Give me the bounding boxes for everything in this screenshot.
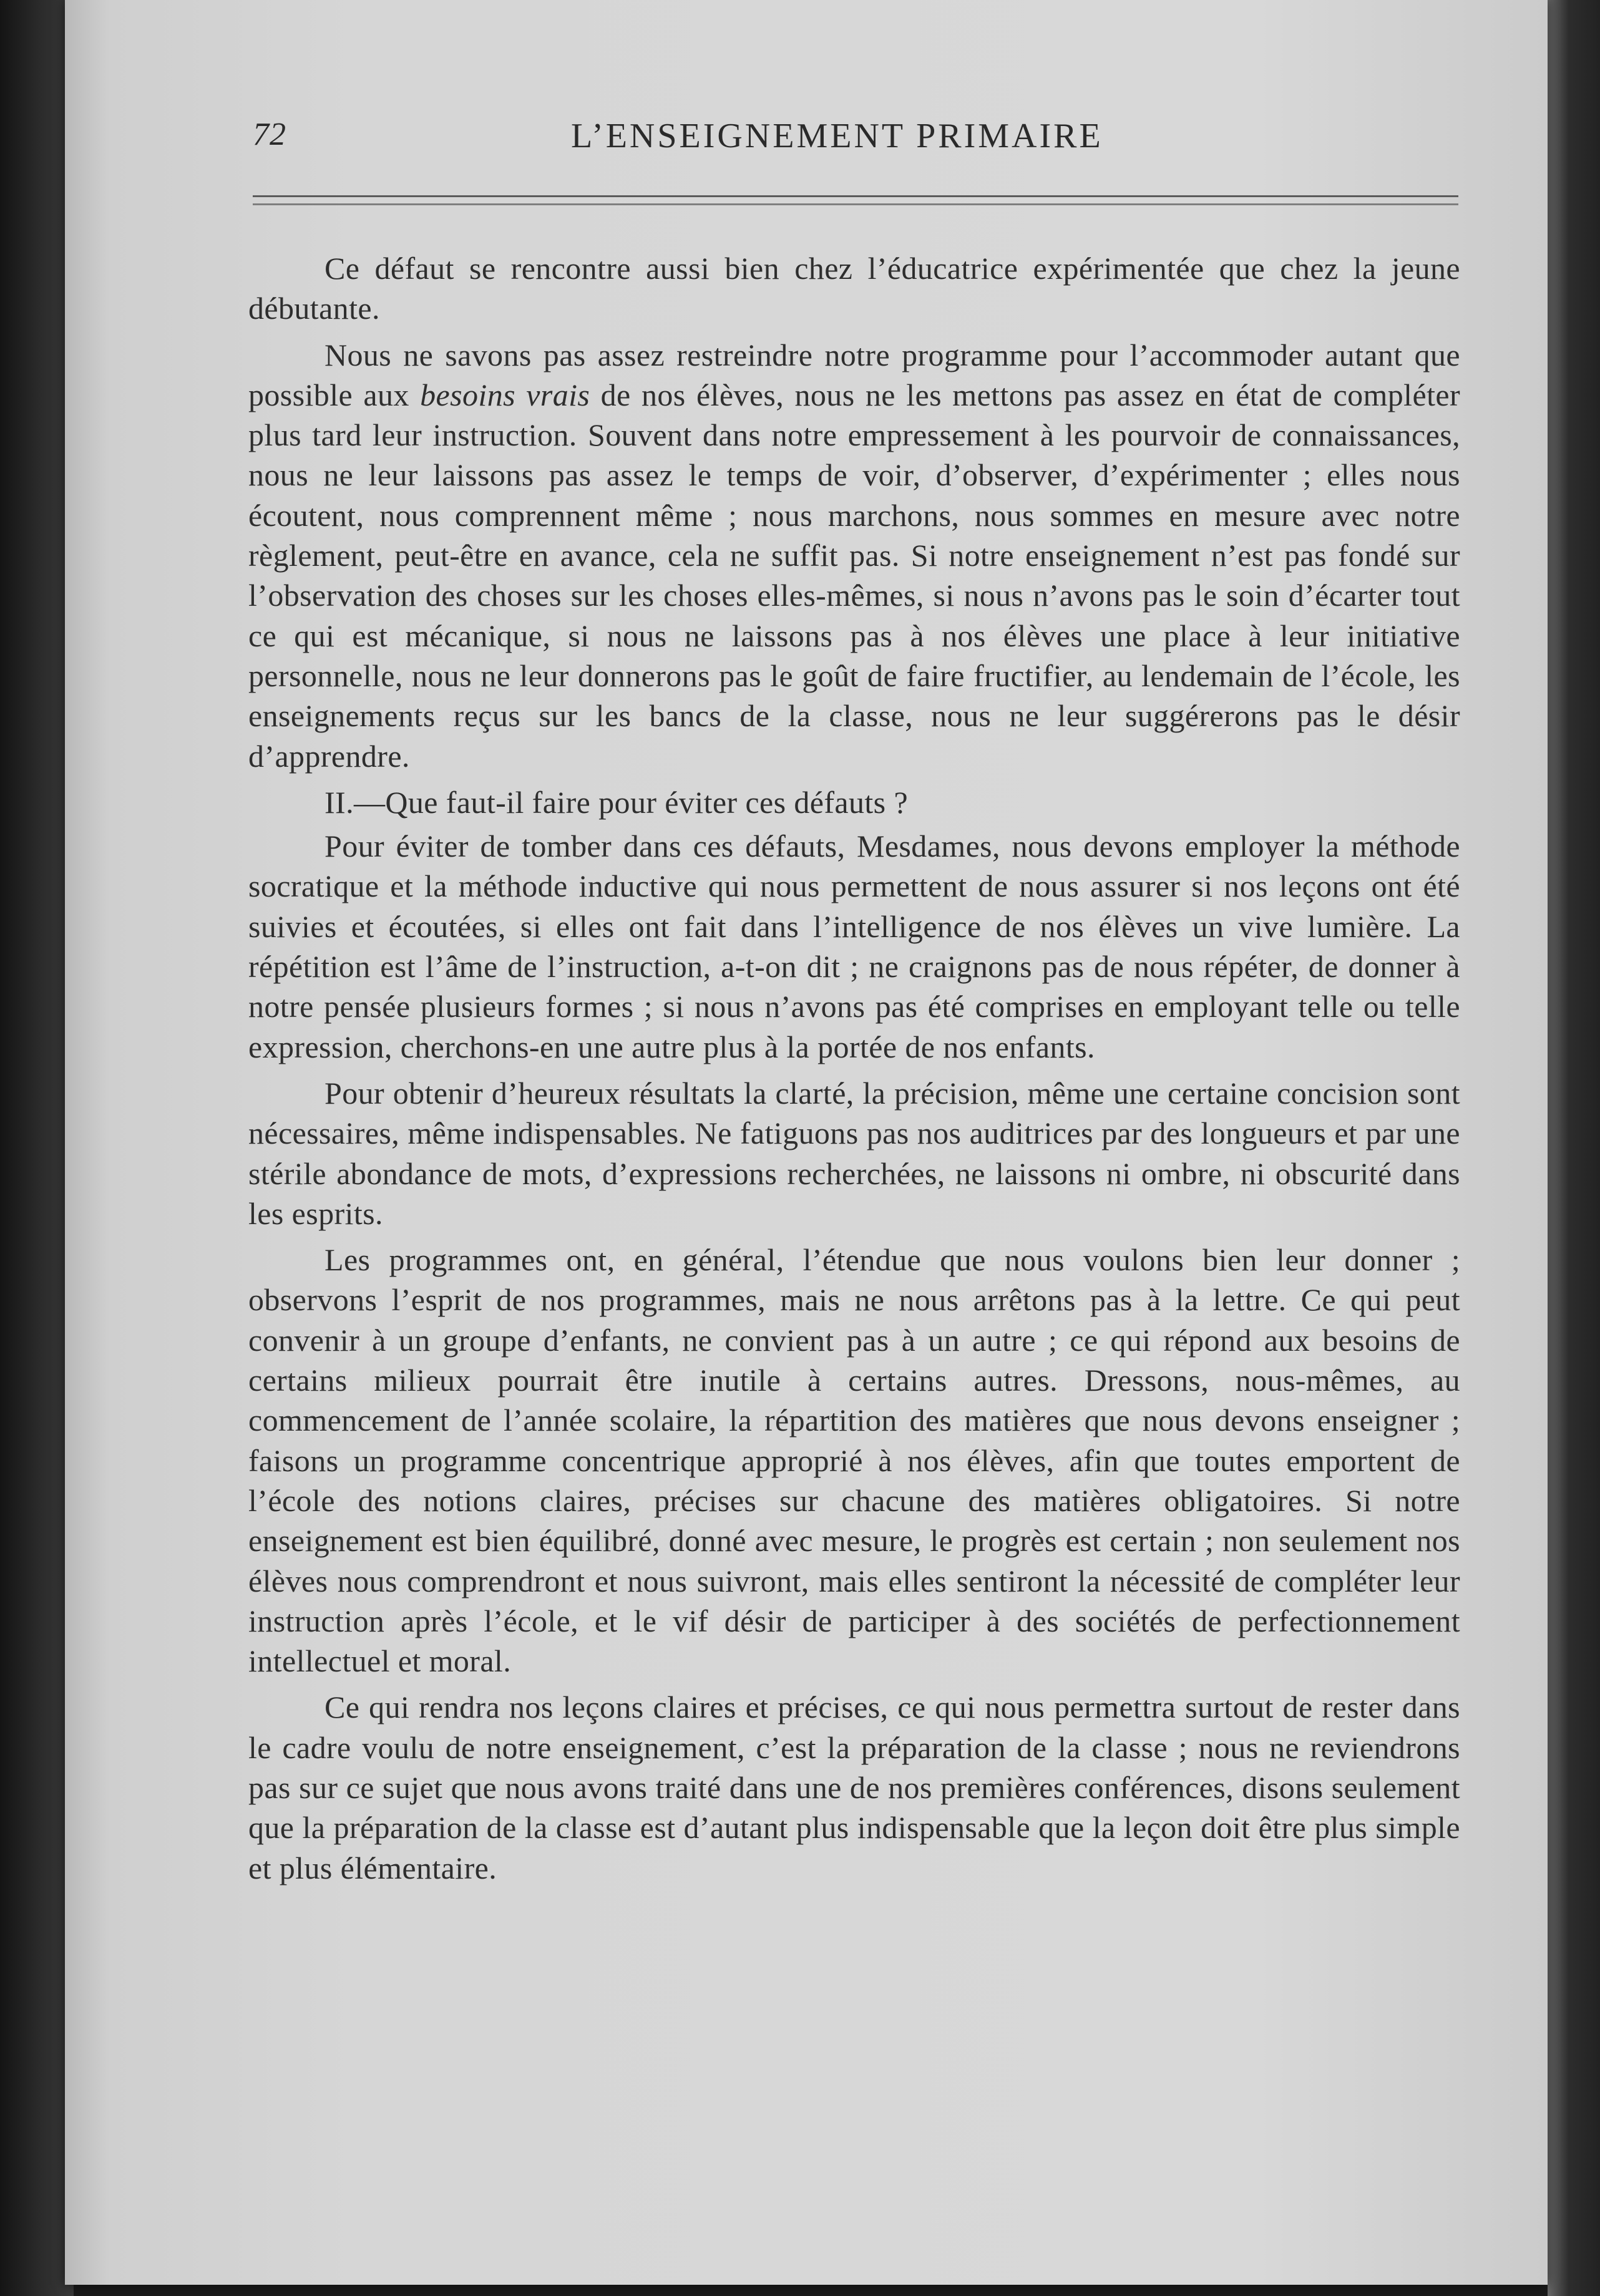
page-header bbox=[253, 111, 1458, 161]
paragraph-2-start: Nous ne savons pas assez restreindre notre programme pour l’accommoder autant que possible aux bbox=[248, 337, 1460, 412]
paragraph-2-emphasis: besoins vrais bbox=[420, 377, 590, 412]
book-edge-shadow bbox=[1548, 0, 1600, 2296]
book-spine-shadow bbox=[0, 0, 74, 2296]
paragraph-1: Ce défaut se rencontre aussi bien chez l’éducatrice expérimentée que chez la jeune débutante. bbox=[248, 251, 1460, 326]
paragraph-6: Ce qui rendra nos leçons claires et précises, ce qui nous permettra surtout de rester dans le cadre voulu de notre enseignement, c’est la préparation de la classe ; nous ne reviendrons pas sur ce sujet que nous avons traité dans une de nos premières conférences, disons seulement que la préparation de la classe est d’autant plus indispensable que la leçon doit être plus simple et plus élémentaire. bbox=[248, 1690, 1460, 1885]
running-title: L’ENSEIGNEMENT PRIMAIRE bbox=[571, 117, 1103, 155]
section-heading: II.—Que faut-il faire pour éviter ces défauts ? bbox=[324, 784, 909, 820]
header-rule-top bbox=[253, 195, 1458, 197]
paragraph-4: Pour obtenir d’heureux résultats la clarté, la précision, même une certaine concision sont nécessaires, même indispensables. Ne fatiguons pas nos auditrices par des longueurs et par une stérile abondance de mots, d’expressions recherchées, ne laissons ni ombre, ni obscurité dans les esprits. bbox=[248, 1075, 1460, 1231]
body-text bbox=[248, 248, 1460, 1894]
paragraph-2 bbox=[248, 335, 1460, 776]
paragraph-3: Pour éviter de tomber dans ces défauts, Mesdames, nous devons employer la méthode socratique et la méthode inductive qui nous permettent de nous assurer si nos leçons ont été suivies et écoutées, si elles ont fait dans l’intelligence de nos élèves un vive lumière. La répétition est l’âme de l’instruction, a-t-on dit ; ne craignons pas de nous répéter, de donner à notre pensée plusieurs formes ; si nous n’avons pas été comprises en employant telle ou telle expression, cherchons-en une autre plus à la portée de nos enfants. bbox=[248, 829, 1460, 1064]
paragraph-5: Les programmes ont, en général, l’étendue que nous voulons bien leur donner ; observons l’esprit de nos programmes, mais ne nous arrêtons pas à la lettre. Ce qui peut convenir à un groupe d’enfants, ne convient pas à un autre ; ce qui répond aux besoins de certains milieux pourrait être inutile à certains autres. Dressons, nous-mêmes, au commencement de l’année scolaire, la répartition des matières que nous devons enseigner ; faisons un programme concentrique approprié à nos élèves, afin que toutes emportent de l’école des notions claires, précises sur chacune des matières obligatoires. Si notre enseignement est bien équilibré, donné avec mesure, le progrès est certain ; non seulement nos élèves nous comprendront et nous suivront, mais elles sentiront la nécessité de compléter leur instruction après l’école, et le vif désir de participer à des sociétés de perfectionnement intellectuel et moral. bbox=[248, 1242, 1460, 1679]
paragraph-2-end: de nos élèves, nous ne les mettons pas assez en état de compléter plus tard leur instruction. Souvent dans notre empressement à les pourvoir de connaissances, nous ne leur laissons pas assez le temps de voir, d’observer, d’expérimenter ; elles nous écoutent, nous comprennent même ; nous marchons, nous sommes en mesure avec notre règlement, peut-être en avance, cela ne suffit pas. Si notre enseignement n’est pas fondé sur l’observation des choses sur les choses elles-mêmes, si nous n’avons pas le soin d’écarter tout ce qui est mécanique, si nous ne laissons pas à nos élèves une place à leur initiative personnelle, nous ne leur donnerons pas le goût de faire fructifier, au lendemain de l’école, les enseignements reçus sur les bancs de la classe, nous ne leur suggérerons pas le désir d’apprendre. bbox=[248, 377, 1461, 774]
page-number: 72 bbox=[253, 117, 286, 152]
header-rule-bottom bbox=[253, 203, 1458, 205]
